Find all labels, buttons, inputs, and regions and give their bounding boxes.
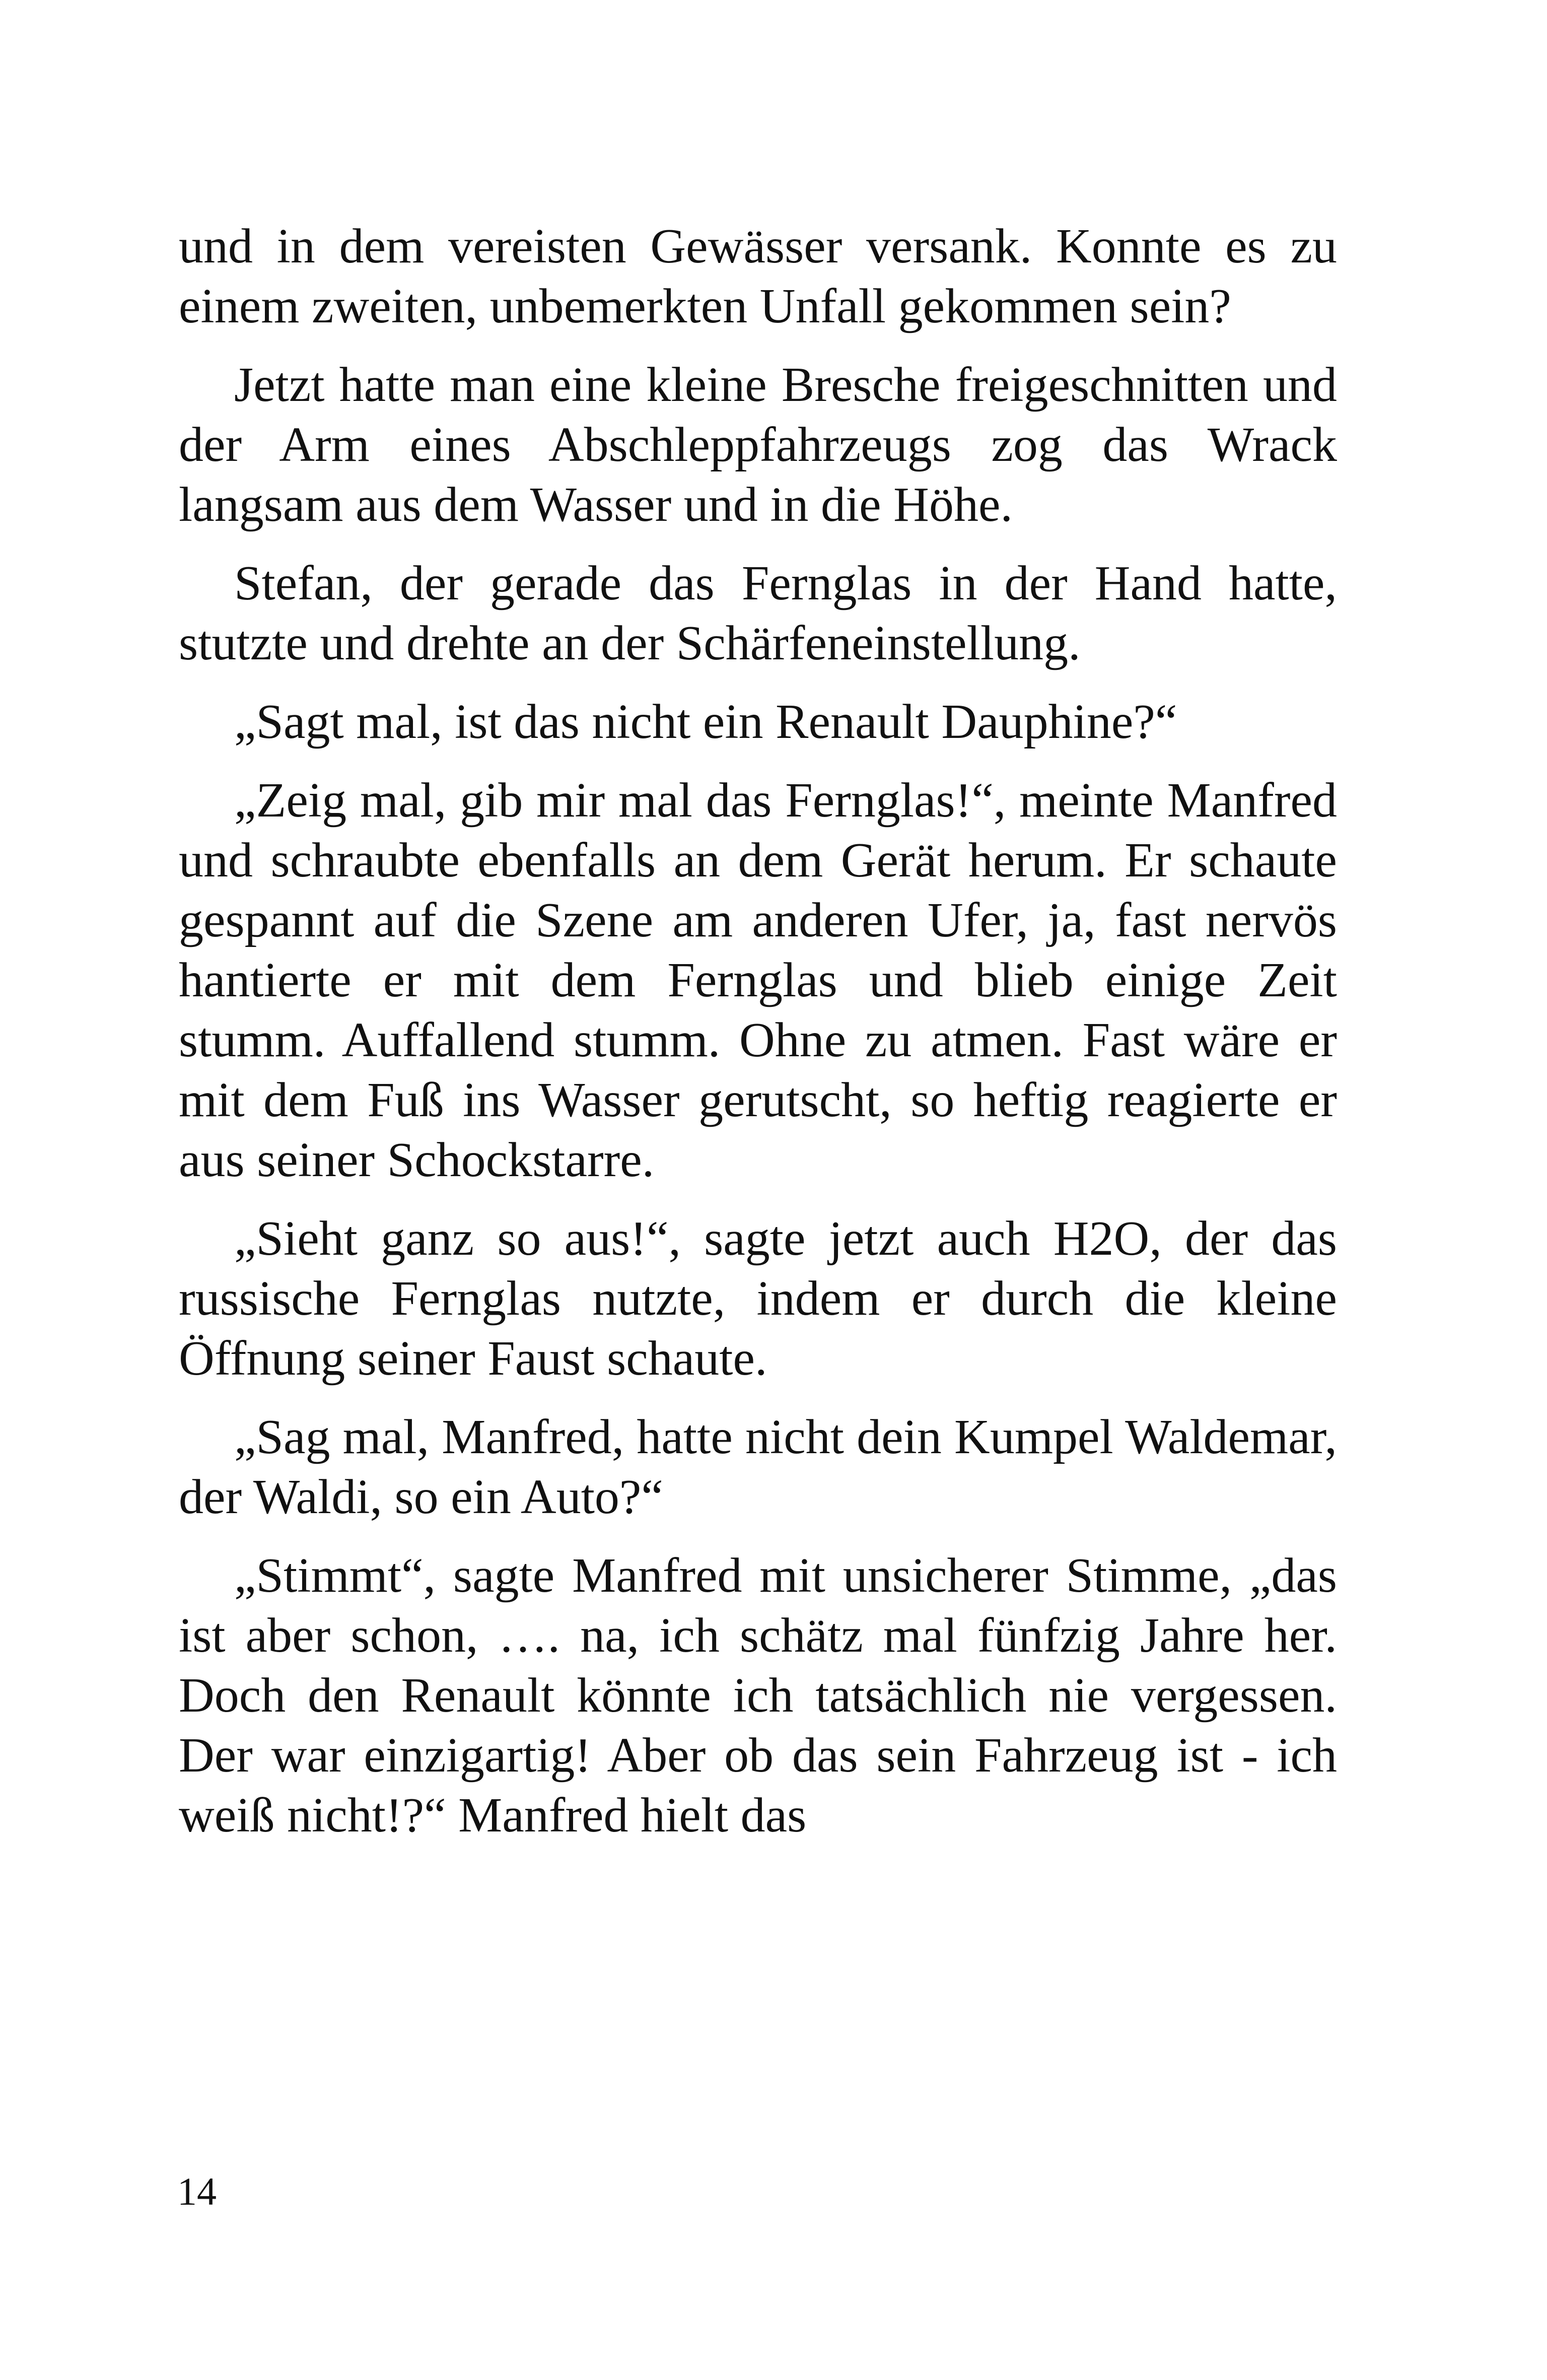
paragraph-5: „Zeig mal, gib mir mal das Fernglas!“, meinte Manfred und schraubte ebenfalls an dem Gerät herum. Er schaute gespannt auf die Szene am anderen Ufer, ja, fast nervös hantierte er mit dem Fernglas und blieb einige Zeit stumm. Auffallend stumm. Ohne zu atmen. Fast wäre er mit dem Fuß ins Wasser gerutscht, so heftig reagierte er aus seiner Schockstarre. <box>179 773 1337 1187</box>
paragraph-8: „Stimmt“, sagte Manfred mit unsicherer Stimme, „das ist aber schon, …. na, ich schätz mal fünfzig Jahre her. Doch den Renault könnte ich tatsächlich nie vergessen. Der war einzigartig! Aber ob das sein Fahrzeug ist - ich weiß nicht!?“ Manfred hielt das <box>179 1548 1337 1843</box>
paragraph-1: und in dem vereisten Gewässer versank. Konnte es zu einem zweiten, unbemerkten Unfall gekommen sein? <box>179 219 1337 333</box>
paragraph-3: Stefan, der gerade das Fernglas in der Hand hatte, stutzte und drehte an der Schärfeneinstellung. <box>179 556 1337 670</box>
paragraph-7: „Sag mal, Manfred, hatte nicht dein Kumpel Waldemar, der Waldi, so ein Auto?“ <box>179 1410 1337 1524</box>
paragraph-2: Jetzt hatte man eine kleine Bresche freigeschnitten und der Arm eines Abschleppfahrzeugs zog das Wrack langsam aus dem Wasser und in die Höhe. <box>179 358 1337 532</box>
page-number: 14 <box>177 2169 217 2213</box>
paragraph-6: „Sieht ganz so aus!“, sagte jetzt auch H2O, der das russische Fernglas nutzte, indem er durch die kleine Öffnung seiner Faust schaute. <box>179 1211 1337 1386</box>
paragraph-4: „Sagt mal, ist das nicht ein Renault Dauphine?“ <box>234 695 1177 749</box>
body-text <box>179 217 1337 1864</box>
